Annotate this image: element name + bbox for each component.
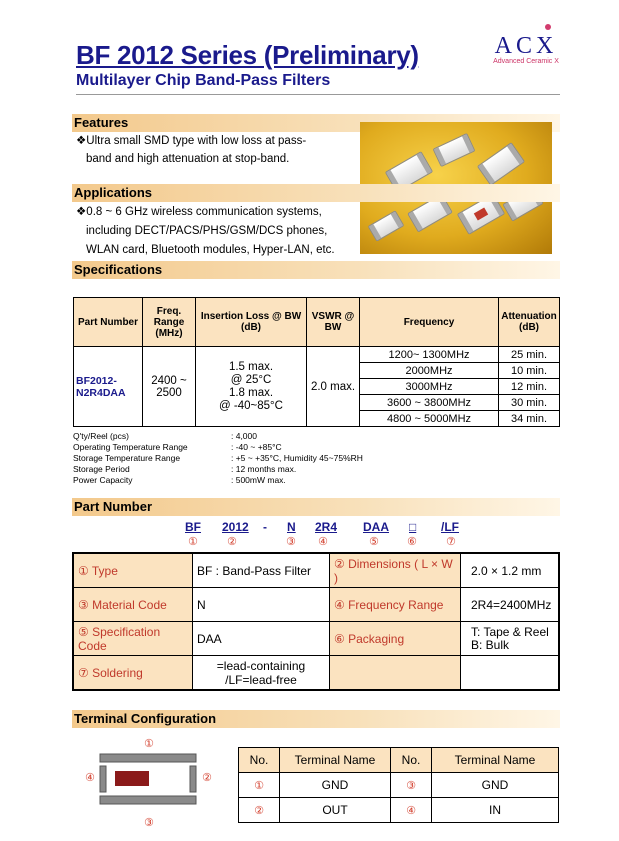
circle-3: ③ (286, 536, 296, 548)
pn-value: T: Tape & Reel B: Bulk (461, 622, 560, 656)
terminal-no: ② (239, 798, 280, 823)
pn-segment: 2012 (222, 520, 249, 534)
applications-heading: Applications (72, 184, 560, 202)
atten-freq: 1200~ 1300MHz (360, 347, 499, 363)
terminal-bottom (100, 796, 196, 804)
pn-label: ③ Material Code (73, 588, 193, 622)
pn-label: ② Dimensions ( L × W ) (330, 553, 461, 588)
circle-5: ⑤ (369, 536, 379, 548)
circle-7: ⑦ (446, 536, 456, 548)
pn-label: ⑤ Specification Code (73, 622, 193, 656)
page-title: BF 2012 Series (Preliminary) (76, 40, 419, 70)
terminal-no: ① (239, 773, 280, 798)
il-line: @ -40~85°C (219, 399, 283, 412)
spec-extra-list (73, 431, 363, 486)
terminal-header: No. (391, 748, 432, 773)
spec-extra-row: Storage Temperature Range : +5 ~ +35°C, Humidity 45~75%RH (73, 453, 363, 463)
atten-freq: 4800 ~ 5000MHz (360, 411, 499, 427)
features-line-1: ❖Ultra small SMD type with low loss at pass- (76, 135, 307, 147)
pin-3-label: ③ (144, 817, 154, 829)
pin-1-label: ① (144, 738, 154, 750)
spec-header-frequency: Frequency (360, 298, 499, 347)
terminal-top (100, 754, 196, 762)
applications-text (76, 203, 335, 260)
applications-line-1: ❖0.8 ~ 6 GHz wireless communication systems, (76, 206, 322, 218)
features-text (76, 132, 306, 168)
atten-value: 25 min. (499, 347, 560, 363)
spec-part-number: BF2012-N2R4DAA (74, 347, 143, 427)
pn-value (461, 656, 560, 691)
specifications-table (73, 297, 560, 427)
chip-image (368, 210, 405, 242)
terminal-table (238, 747, 559, 823)
atten-freq: 3000MHz (360, 379, 499, 395)
logo-text: ACX (494, 33, 558, 59)
pn-value: 2.0 × 1.2 mm (461, 553, 560, 588)
pn-segment: N (287, 520, 296, 534)
spec-vswr: 2.0 max. (307, 347, 360, 427)
logo-subtext: Advanced Ceramic X (493, 58, 559, 65)
features-line-2: band and high attenuation at stop-band. (86, 153, 290, 165)
atten-value: 10 min. (499, 363, 560, 379)
header-divider (76, 94, 560, 95)
atten-freq: 3600 ~ 3800MHz (360, 395, 499, 411)
pn-segment: /LF (441, 520, 459, 534)
atten-value: 34 min. (499, 411, 560, 427)
applications-line-2: including DECT/PACS/PHS/GSM/DCS phones, (86, 225, 328, 237)
circle-1: ① (188, 536, 198, 548)
pin-2-label: ② (202, 772, 212, 784)
atten-freq: 2000MHz (360, 363, 499, 379)
terminal-no: ③ (391, 773, 432, 798)
page-subtitle: Multilayer Chip Band-Pass Filters (76, 72, 331, 89)
chip-image (433, 133, 476, 167)
atten-value: 30 min. (499, 395, 560, 411)
atten-value: 12 min. (499, 379, 560, 395)
spec-extra-row: Operating Temperature Range : -40 ~ +85°C (73, 442, 282, 452)
spec-header-il: Insertion Loss @ BW (dB) (196, 298, 307, 347)
pn-label: ⑦ Soldering (73, 656, 193, 691)
spec-header-attenuation: Attenuation (dB) (499, 298, 560, 347)
terminal-right (190, 766, 196, 792)
spec-header-freq: Freq. Range (MHz) (143, 298, 196, 347)
pn-segment: □ (409, 520, 417, 534)
applications-line-3: WLAN card, Bluetooth modules, Hyper-LAN, etc. (86, 244, 335, 256)
chip-image (477, 142, 525, 186)
terminal-no: ④ (391, 798, 432, 823)
pn-segment: - (263, 520, 267, 534)
part-number-table (72, 552, 560, 691)
company-logo (486, 33, 566, 65)
part-number-heading: Part Number (72, 498, 560, 516)
il-line: @ 25°C (230, 373, 272, 386)
pn-label: ① Type (73, 553, 193, 588)
terminal-name: GND (280, 773, 391, 798)
pn-label (330, 656, 461, 691)
spec-extra-row: Q'ty/Reel (pcs) : 4,000 (73, 431, 257, 441)
pn-segment: BF (185, 520, 201, 534)
circle-6: ⑥ (407, 536, 417, 548)
pn-segment: 2R4 (315, 520, 338, 534)
pn-value: =lead-containing /LF=lead-free (193, 656, 330, 691)
terminal-heading: Terminal Configuration (72, 710, 560, 728)
pn-segment: DAA (363, 520, 389, 534)
spec-extra-row: Power Capacity : 500mW max. (73, 475, 286, 485)
spec-header-vswr: VSWR @ BW (307, 298, 360, 347)
features-heading: Features (72, 114, 560, 132)
terminal-header: Terminal Name (280, 748, 391, 773)
pn-value: 2R4=2400MHz (461, 588, 560, 622)
specifications-heading: Specifications (72, 261, 560, 279)
terminal-name: GND (432, 773, 559, 798)
spec-insertion-loss (196, 347, 307, 427)
spec-extra-row: Storage Period : 12 months max. (73, 464, 297, 474)
spec-freq-range: 2400 ~ 2500 (143, 347, 196, 427)
logo-dot-icon (545, 24, 551, 30)
il-line: 1.5 max. (228, 360, 274, 373)
pn-value: DAA (193, 622, 330, 656)
pn-value: N (193, 588, 330, 622)
pn-label: ⑥ Packaging (330, 622, 461, 656)
terminal-header: No. (239, 748, 280, 773)
terminal-name: OUT (280, 798, 391, 823)
circle-4: ④ (318, 536, 328, 548)
pin-4-label: ④ (85, 772, 95, 784)
terminal-name: IN (432, 798, 559, 823)
pn-label: ④ Frequency Range (330, 588, 461, 622)
spec-header-part: Part Number (74, 298, 143, 347)
chip-marking (115, 771, 149, 786)
pn-value: BF : Band-Pass Filter (193, 553, 330, 588)
terminal-header: Terminal Name (432, 748, 559, 773)
terminal-left (100, 766, 106, 792)
circle-2: ② (227, 536, 237, 548)
il-line: 1.8 max. (228, 386, 274, 399)
